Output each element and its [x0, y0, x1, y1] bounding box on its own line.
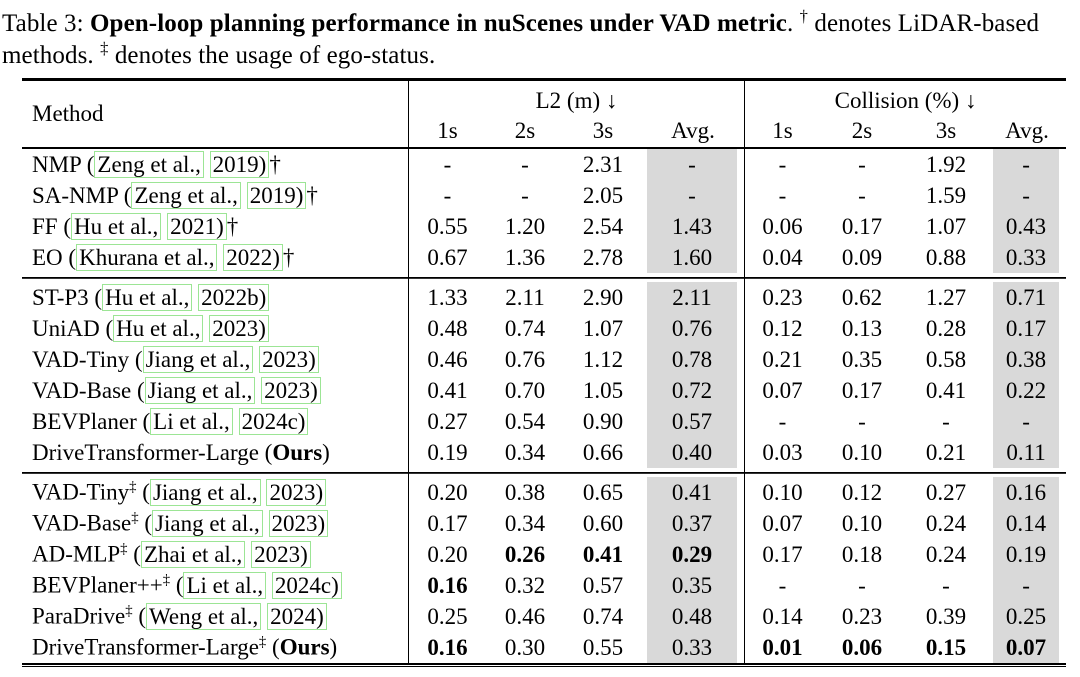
group-separator	[22, 273, 1066, 282]
citation-link[interactable]: 2022b)	[198, 284, 269, 311]
value-cell: -	[858, 151, 866, 177]
ego-status-marker: ‡	[129, 479, 137, 496]
separator-cell	[744, 468, 1066, 477]
value-cell: -	[744, 180, 820, 211]
avg-value-cell: -	[642, 149, 744, 180]
avg-value-cell: -	[988, 406, 1066, 437]
value-cell: 0.90	[582, 408, 624, 434]
method-name-text: BEVPlaner++	[32, 572, 163, 598]
avg-value-cell: 0.17	[988, 313, 1066, 344]
citation-link[interactable]: 2023)	[269, 510, 329, 537]
value-cell: 0.16	[408, 570, 486, 601]
value-cell: 0.17	[841, 213, 883, 239]
value-cell: 0.54	[504, 408, 546, 434]
method-name-text: DriveTransformer-Large	[32, 634, 259, 660]
avg-value-cell: 0.72	[642, 375, 744, 406]
value-cell: 0.03	[744, 437, 820, 468]
citation-link[interactable]: Hu et al.,	[102, 284, 192, 311]
value-cell: 0.21	[744, 344, 820, 375]
table-row	[22, 180, 1066, 211]
separator-cell	[22, 273, 408, 282]
value-cell: 0.48	[408, 313, 486, 344]
value-cell: 0.17	[408, 508, 486, 539]
value-cell: 0.25	[408, 601, 486, 632]
avg-value-cell: 0.07	[988, 632, 1066, 663]
table-row	[22, 539, 1066, 570]
value-cell: -	[408, 180, 486, 211]
value-cell: 0.28	[925, 315, 967, 341]
value-cell: 2.05	[582, 182, 624, 208]
value-cell: 0.27	[925, 479, 967, 505]
collision-1s-header: 1s	[744, 114, 820, 149]
value-cell: 1.07	[582, 315, 624, 341]
method-column-header: Method	[22, 81, 408, 149]
table-caption	[0, 0, 1080, 75]
citation-link[interactable]: 2023)	[259, 346, 319, 373]
method-name-text	[263, 511, 269, 536]
table-row	[22, 437, 1066, 468]
citation-link[interactable]: Li et al.,	[183, 572, 266, 599]
caption-label: Table 3:	[2, 10, 91, 37]
method-name-text: VAD-Tiny (	[32, 346, 143, 372]
value-cell: 1.12	[582, 346, 624, 372]
value-cell: 0.41	[408, 375, 486, 406]
avg-value-cell: 0.41	[642, 477, 744, 508]
value-cell: -	[744, 406, 820, 437]
avg-value-cell: 0.22	[988, 375, 1066, 406]
table-row	[22, 508, 1066, 539]
method-cell	[22, 313, 408, 344]
method-name-text: (	[138, 510, 153, 536]
value-cell: 1.59	[925, 182, 967, 208]
value-cell: 0.01	[744, 632, 820, 663]
value-cell: 0.06	[841, 634, 883, 660]
caption-title: Open-loop planning performance in nuScenes under VAD metric	[90, 10, 787, 37]
avg-value-cell: 2.11	[642, 282, 744, 313]
method-cell	[22, 375, 408, 406]
value-cell: 2.78	[582, 244, 624, 270]
ego-status-marker: ‡	[162, 572, 171, 589]
separator-cell	[408, 468, 744, 477]
method-name-text: VAD-Base	[32, 510, 132, 536]
value-cell: 2.54	[582, 213, 624, 239]
table-row	[22, 477, 1066, 508]
ego-status-marker: ‡	[258, 634, 267, 651]
method-name-text: )	[322, 439, 330, 465]
value-cell: 0.60	[582, 510, 624, 536]
value-cell: 0.04	[744, 242, 820, 273]
avg-value-cell: 0.38	[988, 344, 1066, 375]
collision-2s-header: 2s	[820, 114, 904, 149]
method-name-text: †	[282, 244, 295, 270]
l2-1s-header: 1s	[408, 114, 486, 149]
value-cell: 0.67	[408, 242, 486, 273]
citation-link[interactable]: Zeng et al.,	[131, 182, 240, 209]
avg-value-cell: 0.16	[988, 477, 1066, 508]
value-cell: 0.88	[925, 244, 967, 270]
citation-link[interactable]: Li et al.,	[150, 408, 233, 435]
value-cell: 0.46	[408, 344, 486, 375]
method-cell	[22, 477, 408, 508]
separator-cell	[22, 468, 408, 477]
value-cell: -	[858, 182, 866, 208]
value-cell: 2.31	[582, 151, 624, 177]
value-cell: 0.19	[408, 437, 486, 468]
avg-value-cell: -	[988, 180, 1066, 211]
citation-link[interactable]: Zhai et al.,	[141, 541, 245, 568]
method-name-text: FF (	[32, 213, 71, 239]
citation-link[interactable]: Jiang et al.,	[143, 346, 254, 373]
l2-3s-header: 3s	[564, 114, 642, 149]
value-cell: 0.65	[582, 479, 624, 505]
table-row	[22, 406, 1066, 437]
value-cell: 1.05	[582, 377, 624, 403]
method-cell	[22, 508, 408, 539]
separator-cell	[744, 273, 1066, 282]
citation-link[interactable]: Zeng et al.,	[94, 151, 203, 178]
value-cell: 0.55	[408, 211, 486, 242]
citation-link[interactable]: 2023)	[209, 315, 269, 342]
method-name-text: UniAD (	[32, 315, 114, 341]
avg-value-cell: 1.60	[642, 242, 744, 273]
value-cell: 0.46	[504, 603, 546, 629]
method-name-text: NMP (	[32, 151, 95, 177]
citation-link[interactable]: Jiang et al.,	[145, 377, 256, 404]
citation-link[interactable]: 2023)	[266, 479, 326, 506]
method-cell	[22, 344, 408, 375]
value-cell: 0.74	[582, 603, 624, 629]
method-name-text: DriveTransformer-Large (	[32, 439, 273, 465]
citation-link[interactable]: 2024)	[267, 603, 327, 630]
method-name-text: †	[269, 151, 281, 177]
value-cell: 0.13	[841, 315, 883, 341]
citation-link[interactable]: Jiang et al.,	[152, 510, 263, 537]
table-row	[22, 375, 1066, 406]
method-cell	[22, 601, 408, 632]
value-cell: 0.07	[744, 508, 820, 539]
citation-link[interactable]: Khurana et al.,	[76, 244, 217, 271]
separator-cell	[408, 273, 744, 282]
value-cell: -	[521, 182, 529, 208]
method-cell	[22, 632, 408, 663]
avg-value-cell: -	[988, 149, 1066, 180]
avg-value-cell: -	[642, 180, 744, 211]
method-name-text: AD-MLP	[32, 541, 121, 567]
value-cell: 0.27	[408, 406, 486, 437]
value-cell: 0.62	[841, 284, 883, 310]
avg-value-cell: 0.19	[988, 539, 1066, 570]
value-cell: 1.27	[925, 284, 967, 310]
value-cell: 0.74	[504, 315, 546, 341]
avg-value-cell: -	[988, 570, 1066, 601]
citation-link[interactable]: Weng et al.,	[146, 603, 261, 630]
table-row	[22, 313, 1066, 344]
method-cell	[22, 570, 408, 601]
table-header	[22, 81, 1066, 149]
method-cell	[22, 211, 408, 242]
value-cell: 0.70	[504, 377, 546, 403]
method-name-text	[204, 152, 210, 177]
method-name-text: ST-P3 (	[32, 284, 103, 310]
value-cell: 1.92	[925, 151, 967, 177]
citation-link[interactable]: 2023)	[261, 377, 321, 404]
results-table	[22, 81, 1066, 663]
ours-label: Ours	[279, 634, 330, 660]
value-cell: 0.20	[408, 539, 486, 570]
avg-value-cell: 0.14	[988, 508, 1066, 539]
value-cell: -	[408, 149, 486, 180]
caption-note-dagger: denotes LiDAR-based methods.	[2, 10, 1040, 69]
value-cell: 0.07	[744, 375, 820, 406]
avg-value-cell: 0.25	[988, 601, 1066, 632]
l2-group-header: L2 (m) ↓	[408, 81, 744, 114]
method-cell	[22, 242, 408, 273]
method-cell	[22, 180, 408, 211]
avg-value-cell: 0.37	[642, 508, 744, 539]
table-row	[22, 211, 1066, 242]
method-name-text: (	[132, 603, 147, 629]
method-name-text	[233, 409, 239, 434]
value-cell: 0.12	[744, 313, 820, 344]
citation-link[interactable]: 2019)	[247, 182, 307, 209]
value-cell: 0.14	[744, 601, 820, 632]
collision-3s-header: 3s	[904, 114, 988, 149]
value-cell: 0.41	[582, 541, 624, 567]
table-row	[22, 570, 1066, 601]
avg-value-cell: 0.76	[642, 313, 744, 344]
method-name-text: ParaDrive	[32, 603, 126, 629]
value-cell: 0.38	[504, 479, 546, 505]
citation-link[interactable]: 2024c)	[272, 572, 342, 599]
collision-avg-header: Avg.	[988, 114, 1066, 149]
citation-link[interactable]: 2024c)	[239, 408, 309, 435]
value-cell: 0.21	[925, 439, 967, 465]
value-cell: 0.16	[408, 632, 486, 663]
value-cell: 0.06	[744, 211, 820, 242]
avg-value-cell: 0.40	[642, 437, 744, 468]
citation-link[interactable]: 2021)	[167, 213, 227, 240]
value-cell: 0.24	[925, 541, 967, 567]
method-cell	[22, 149, 408, 180]
value-cell: 0.76	[504, 346, 546, 372]
value-cell: 0.17	[841, 377, 883, 403]
method-name-text: (	[170, 572, 184, 598]
ego-status-marker: ‡	[120, 541, 128, 558]
method-name-text: )	[329, 634, 338, 660]
table-row	[22, 282, 1066, 313]
value-cell: 0.34	[504, 439, 546, 465]
ours-label: Ours	[272, 439, 323, 465]
avg-value-cell: 1.43	[642, 211, 744, 242]
value-cell: 0.26	[504, 541, 546, 567]
avg-value-cell: 0.78	[642, 344, 744, 375]
value-cell: 0.10	[841, 439, 883, 465]
avg-value-cell: 0.71	[988, 282, 1066, 313]
method-name-text: VAD-Base (	[32, 377, 145, 403]
value-cell: 0.58	[925, 346, 967, 372]
value-cell: 0.24	[925, 510, 967, 536]
citation-link[interactable]: Jiang et al.,	[150, 479, 261, 506]
method-name-text: SA-NMP (	[32, 182, 132, 208]
table-row	[22, 632, 1066, 663]
l2-avg-header: Avg.	[642, 114, 744, 149]
method-name-text: (	[266, 634, 280, 660]
value-cell: 0.30	[504, 634, 546, 660]
value-cell: 0.18	[841, 541, 883, 567]
value-cell: 0.17	[744, 539, 820, 570]
table-bottom-rule	[22, 663, 1066, 667]
citation-link[interactable]: Hu et al.,	[113, 315, 203, 342]
method-cell	[22, 282, 408, 313]
value-cell: 1.20	[504, 213, 546, 239]
value-cell: 1.07	[925, 213, 967, 239]
value-cell: 2.11	[505, 284, 545, 310]
method-cell	[22, 437, 408, 468]
method-cell	[22, 406, 408, 437]
value-cell: -	[858, 572, 866, 598]
avg-value-cell: 0.33	[988, 242, 1066, 273]
method-name-text: (	[136, 479, 150, 505]
table-row	[22, 601, 1066, 632]
citation-link[interactable]: Hu et al.,	[71, 213, 161, 240]
value-cell: 0.57	[582, 572, 624, 598]
ego-status-marker: ‡	[131, 510, 139, 527]
dagger-symbol: †	[799, 6, 809, 26]
value-cell: 0.34	[504, 510, 546, 536]
method-name-text	[241, 183, 247, 208]
l2-2s-header: 2s	[486, 114, 564, 149]
value-cell: 0.09	[841, 244, 883, 270]
value-cell: 0.23	[841, 603, 883, 629]
value-cell: 0.55	[582, 634, 624, 660]
value-cell: -	[744, 149, 820, 180]
value-cell: 0.39	[925, 603, 967, 629]
value-cell: 0.23	[744, 282, 820, 313]
value-cell: -	[744, 570, 820, 601]
citation-link[interactable]: 2019)	[210, 151, 270, 178]
method-cell	[22, 539, 408, 570]
ego-status-marker: ‡	[125, 603, 133, 620]
avg-value-cell: 0.29	[642, 539, 744, 570]
value-cell: -	[521, 151, 529, 177]
value-cell: -	[942, 408, 950, 434]
table-row	[22, 344, 1066, 375]
avg-value-cell: 0.35	[642, 570, 744, 601]
method-name-text: (	[127, 541, 141, 567]
avg-value-cell: 0.33	[642, 632, 744, 663]
caption-period: .	[786, 10, 800, 37]
double-dagger-symbol: ‡	[100, 38, 109, 58]
value-cell: 0.41	[925, 377, 967, 403]
method-name-text	[266, 573, 272, 598]
value-cell: 0.12	[841, 479, 883, 505]
value-cell: 0.20	[408, 477, 486, 508]
value-cell: 0.10	[841, 510, 883, 536]
table-row	[22, 242, 1066, 273]
table-row	[22, 149, 1066, 180]
caption-note-double-dagger: denotes the usage of ego-status.	[108, 41, 436, 69]
value-cell: 1.36	[504, 244, 546, 270]
avg-value-cell: 0.57	[642, 406, 744, 437]
table-body	[22, 149, 1066, 663]
citation-link[interactable]: 2023)	[251, 541, 311, 568]
avg-value-cell: 0.43	[988, 211, 1066, 242]
citation-link[interactable]: 2022)	[223, 244, 283, 271]
method-name-text: †	[226, 213, 239, 239]
value-cell: 1.33	[408, 282, 486, 313]
method-name-text: †	[306, 182, 318, 208]
value-cell: 0.15	[925, 634, 967, 660]
value-cell: 0.66	[582, 439, 624, 465]
avg-value-cell: 0.48	[642, 601, 744, 632]
value-cell: 0.32	[504, 572, 546, 598]
group-separator	[22, 468, 1066, 477]
method-name-text: EO (	[32, 244, 77, 270]
value-cell: -	[858, 408, 866, 434]
collision-group-header: Collision (%) ↓	[744, 81, 1066, 114]
value-cell: 0.35	[841, 346, 883, 372]
method-name-text: VAD-Tiny	[32, 479, 130, 505]
value-cell: 2.90	[582, 284, 624, 310]
value-cell: 0.10	[744, 477, 820, 508]
avg-value-cell: 0.11	[988, 437, 1066, 468]
value-cell: -	[942, 572, 950, 598]
method-name-text: BEVPlaner (	[32, 408, 151, 434]
